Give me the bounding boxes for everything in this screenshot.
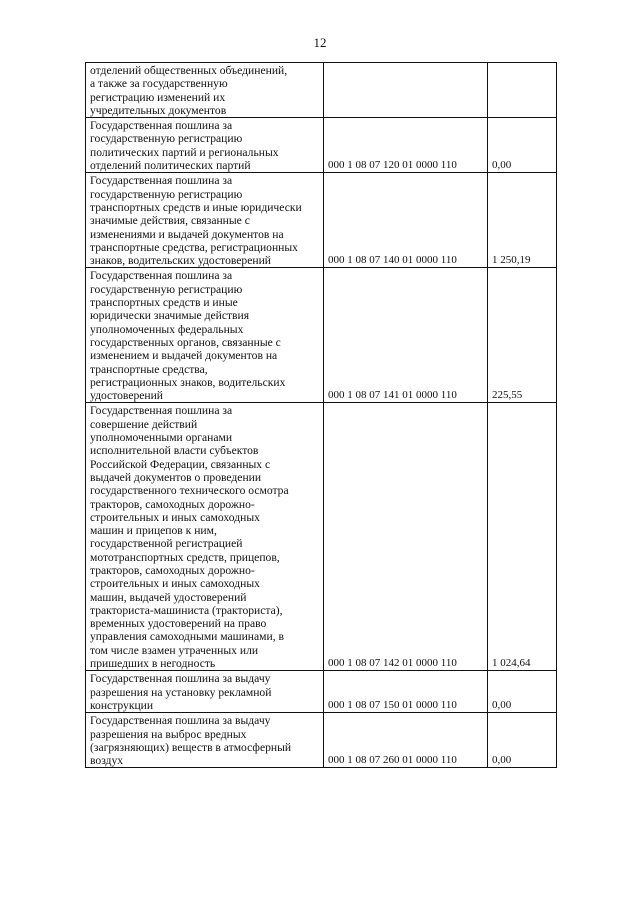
row-amount: 0,00	[488, 118, 557, 173]
table-row	[86, 671, 557, 713]
row-code: 000 1 08 07 141 01 0000 110	[324, 268, 488, 403]
table-row	[86, 403, 557, 671]
row-amount: 225,55	[488, 268, 557, 403]
table-row	[86, 713, 557, 768]
row-name: Государственная пошлина за выдачу разрешения на установку рекламной конструкции	[86, 671, 324, 713]
revenue-table	[85, 62, 557, 768]
row-name: Государственная пошлина за выдачу разрешения на выброс вредных (загрязняющих) веществ в атмосферный воздух	[86, 713, 324, 768]
row-name: Государственная пошлина за государственную регистрацию транспортных средств и иные юридически значимые действия, связанные с изменениями и выдачей документов на транспортные средства, регистрационных знаков, водительских удостоверений	[86, 173, 324, 268]
row-name: отделений общественных объединений, а также за государственную регистрацию изменений их учредительных документов	[86, 63, 324, 118]
row-code	[324, 63, 488, 118]
row-name: Государственная пошлина за государственную регистрацию транспортных средств и иные юридически значимые действия уполномоченных федеральных государственных органов, связанные с изменением и выдачей документов на транспортные средства, регистрационных знаков, водительских удостоверений	[86, 268, 324, 403]
row-amount: 0,00	[488, 671, 557, 713]
row-amount: 1 250,19	[488, 173, 557, 268]
table-row	[86, 118, 557, 173]
row-code: 000 1 08 07 120 01 0000 110	[324, 118, 488, 173]
row-code: 000 1 08 07 140 01 0000 110	[324, 173, 488, 268]
row-name: Государственная пошлина за совершение действий уполномоченными органами исполнительной власти субъектов Российской Федерации, связанных с выдачей документов о проведении государственного технического осмотра тракторов, самоходных дорожно- строительных и иных самоходных машин и прицепов к ним, государственной регистрацией мототранспортных средств, прицепов, тракторов, самоходных дорожно- строительных и иных самоходных машин, выдачей удостоверений тракториста-машиниста (тракториста), временных удостоверений на право управления самоходными машинами, в том числе взамен утраченных или пришедших в негодность	[86, 403, 324, 671]
row-name: Государственная пошлина за государственную регистрацию политических партий и региональных отделений политических партий	[86, 118, 324, 173]
row-code: 000 1 08 07 260 01 0000 110	[324, 713, 488, 768]
row-code: 000 1 08 07 142 01 0000 110	[324, 403, 488, 671]
table-row	[86, 63, 557, 118]
table-row	[86, 268, 557, 403]
row-amount: 1 024,64	[488, 403, 557, 671]
row-amount	[488, 63, 557, 118]
table-row	[86, 173, 557, 268]
row-code: 000 1 08 07 150 01 0000 110	[324, 671, 488, 713]
row-amount: 0,00	[488, 713, 557, 768]
page-number: 12	[313, 35, 327, 50]
